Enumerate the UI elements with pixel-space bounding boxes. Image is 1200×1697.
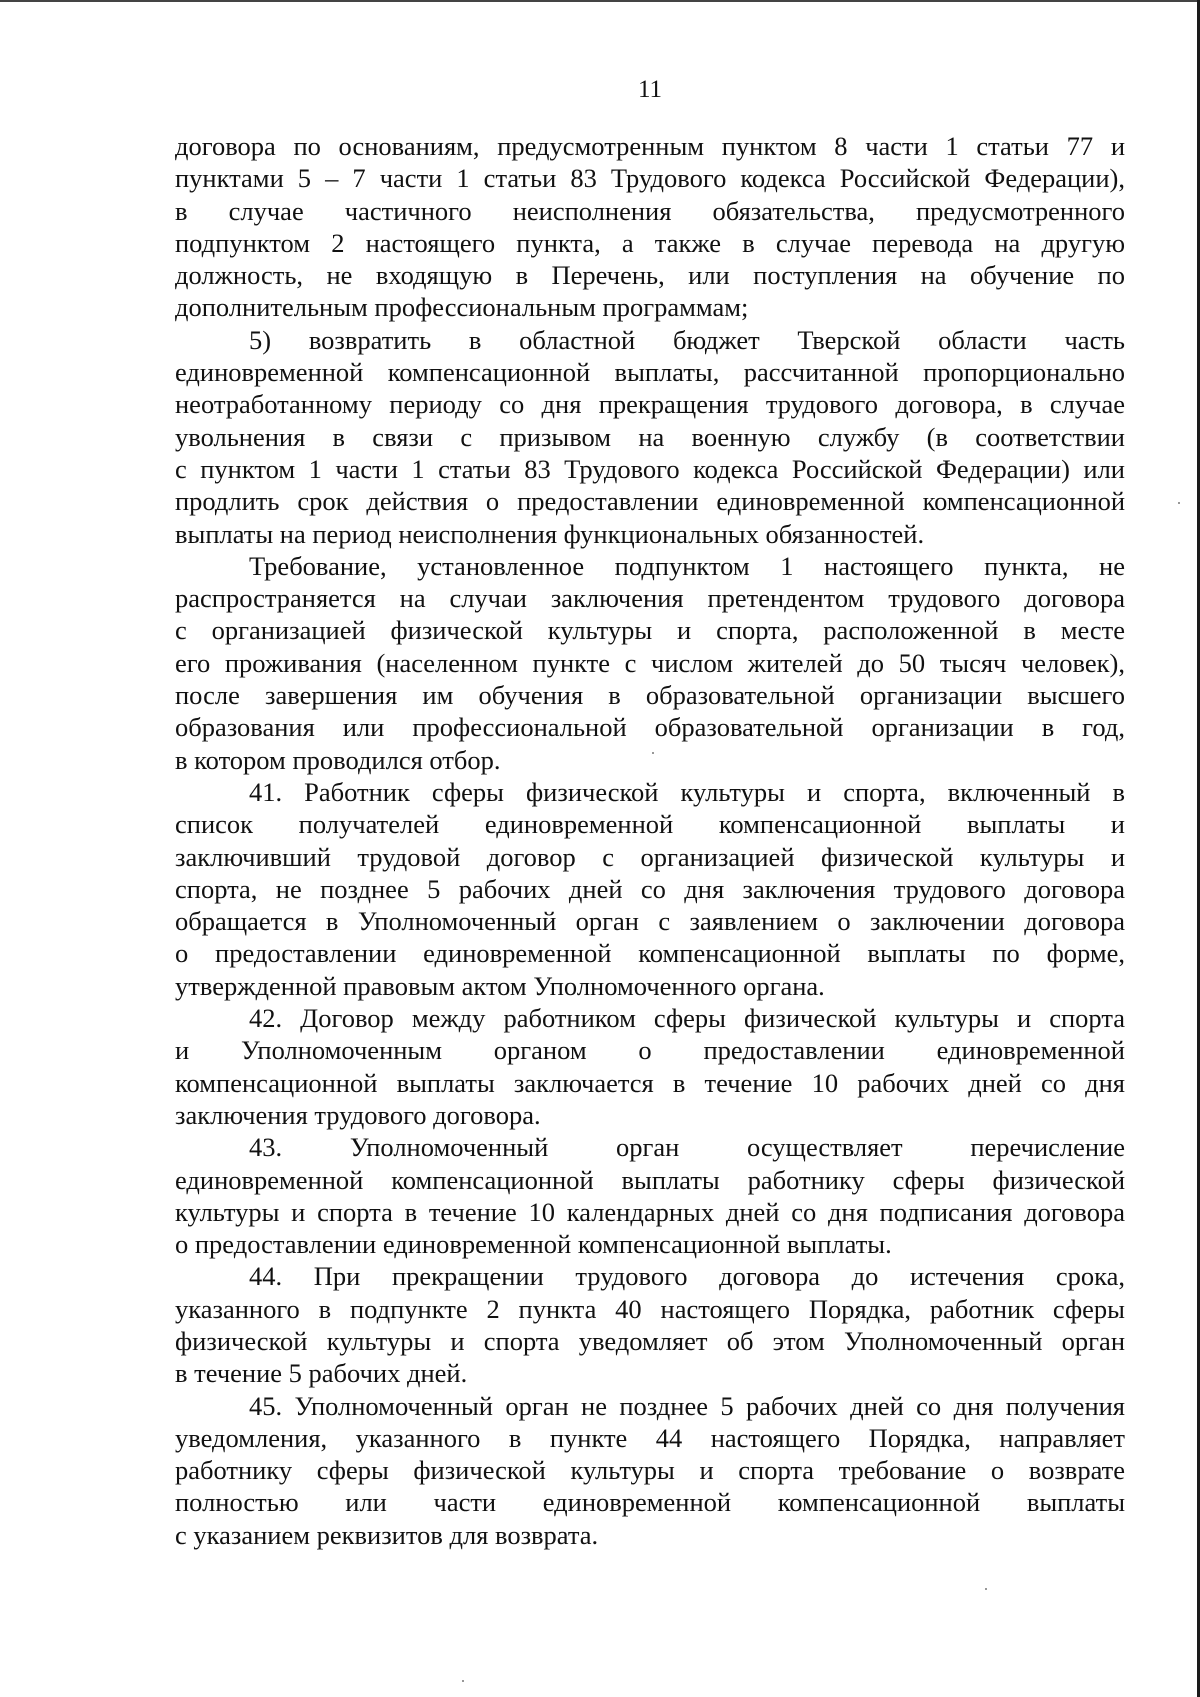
paragraph-requirement-line: в котором проводился отбор. (175, 744, 501, 775)
paragraph-item-41-line: утвержденной правовым актом Уполномоченного органа. (175, 970, 825, 1001)
page-number: 11 (637, 76, 663, 103)
paragraph-item-45-line: работнику сферы физической культуры и спорта требование о возврате (175, 1455, 1125, 1486)
scan-speck (462, 1680, 464, 1682)
paragraph-item-5-line: продлить срок действия о предоставлении единовременной компенсационной (175, 486, 1125, 517)
paragraph-item-42-line: 42. Договор между работником сферы физической культуры и спорта (249, 1003, 1125, 1034)
paragraph-requirement-line: его проживания (населенном пункте с числом жителей до 50 тысяч человек), (175, 647, 1125, 678)
paragraph-item-42-line: заключения трудового договора. (175, 1099, 541, 1130)
paragraph-continuation-line: в случае частичного неисполнения обязательства, предусмотренного (175, 195, 1125, 226)
paragraph-item-5-line: увольнения в связи с призывом на военную службу (в соответствии (175, 421, 1125, 452)
scan-speck (985, 1588, 987, 1590)
scan-speck (1178, 502, 1180, 504)
paragraph-item-45-line: уведомления, указанного в пункте 44 настоящего Порядка, направляет (175, 1422, 1125, 1453)
paragraph-item-45-line: 45. Уполномоченный орган не позднее 5 рабочих дней со дня получения (249, 1390, 1125, 1421)
paragraph-item-41-line: список получателей единовременной компенсационной выплаты и (175, 809, 1125, 840)
paragraph-item-45-line: полностью или части единовременной компенсационной выплаты (175, 1487, 1125, 1518)
paragraph-requirement-line: образования или профессиональной образовательной организации в год, (175, 712, 1125, 743)
paragraph-item-41-line: о предоставлении единовременной компенсационной выплаты по форме, (175, 938, 1125, 969)
paragraph-item-44-line: физической культуры и спорта уведомляет об этом Уполномоченный орган (175, 1325, 1125, 1356)
paragraph-item-5-line: неотработанному периоду со дня прекращения трудового договора, в случае (175, 389, 1125, 420)
paragraph-item-44-line: в течение 5 рабочих дней. (175, 1358, 468, 1389)
scan-speck (652, 752, 654, 754)
paragraph-item-5-line: выплаты на период неисполнения функциональных обязанностей. (175, 518, 925, 549)
paragraph-item-5-line: с пунктом 1 части 1 статьи 83 Трудового кодекса Российской Федерации) или (175, 453, 1125, 484)
paragraph-item-5-line: 5) возвратить в областной бюджет Тверской области часть (249, 324, 1125, 355)
paragraph-item-42-line: компенсационной выплаты заключается в течение 10 рабочих дней со дня (175, 1067, 1125, 1098)
paragraph-continuation-line: договора по основаниям, предусмотренным пунктом 8 части 1 статьи 77 и (175, 131, 1125, 161)
document-body (175, 130, 1125, 1551)
paragraph-item-43-line: культуры и спорта в течение 10 календарных дней со дня подписания договора (175, 1196, 1125, 1227)
paragraph-item-5-line: единовременной компенсационной выплаты, рассчитанной пропорционально (175, 357, 1125, 388)
paragraph-item-44-line: указанного в подпункте 2 пункта 40 настоящего Порядка, работник сферы (175, 1293, 1125, 1324)
paragraph-continuation-line: подпунктом 2 настоящего пункта, а также в случае перевода на другую (175, 227, 1125, 258)
paragraph-item-41-line: обращается в Уполномоченный орган с заявлением о заключении договора (175, 906, 1125, 937)
paragraph-item-43-line: 43. Уполномоченный орган осуществляет перечисление (249, 1132, 1125, 1163)
paragraph-requirement-line: Требование, установленное подпунктом 1 настоящего пункта, не (249, 550, 1125, 581)
paragraph-item-43-line: о предоставлении единовременной компенсационной выплаты. (175, 1229, 892, 1260)
paragraph-requirement-line: распространяется на случаи заключения претендентом трудового договора (175, 583, 1125, 614)
paragraph-item-41-line: заключивший трудовой договор с организацией физической культуры и (175, 841, 1125, 872)
paragraph-item-45-line: с указанием реквизитов для возврата. (175, 1519, 599, 1550)
paragraph-item-41-line: спорта, не позднее 5 рабочих дней со дня заключения трудового договора (175, 873, 1125, 904)
paragraph-continuation-line: пунктами 5 – 7 части 1 статьи 83 Трудового кодекса Российской Федерации), (175, 163, 1125, 194)
paragraph-item-41-line: 41. Работник сферы физической культуры и спорта, включенный в (249, 776, 1125, 807)
paragraph-item-44-line: 44. При прекращении трудового договора до истечения срока, (249, 1261, 1125, 1292)
scan-edge-top (0, 0, 1200, 2)
paragraph-item-43-line: единовременной компенсационной выплаты работнику сферы физической (175, 1164, 1125, 1195)
paragraph-requirement-line: с организацией физической культуры и спорта, расположенной в месте (175, 615, 1125, 646)
paragraph-requirement-line: после завершения им обучения в образовательной организации высшего (175, 680, 1125, 711)
paragraph-continuation-line: должность, не входящую в Перечень, или поступления на обучение по (175, 260, 1125, 291)
paragraph-item-42-line: и Уполномоченным органом о предоставлении единовременной (175, 1035, 1125, 1066)
paragraph-continuation-line: дополнительным профессиональным программам; (175, 292, 749, 323)
